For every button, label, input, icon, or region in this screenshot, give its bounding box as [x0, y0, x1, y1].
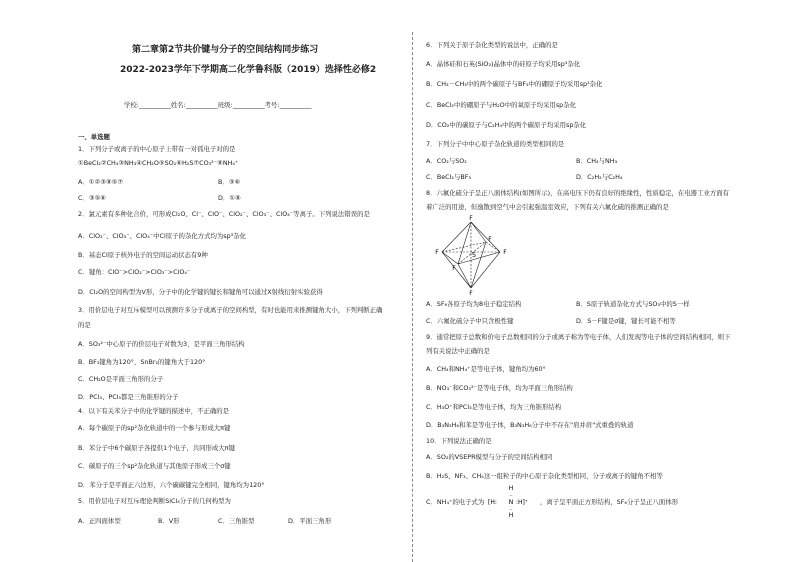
q8-stem-cont: 着广泛的用途，但逸散到空气中会引起强温室效应，下列有关六氟化硫的推测正确的是 [426, 203, 669, 211]
q3-option-b: B．BF₃键角为120°，SnBr₂的键角大于120° [78, 358, 206, 366]
column-divider [412, 32, 413, 562]
q1-option-b: B．③⑥ [218, 178, 241, 186]
q3-option-c: C．CH₂O是平面三角形的分子 [78, 375, 164, 383]
q2-option-a: A．ClO₂⁻、ClO₃⁻、ClO₄⁻中Cl原子的杂化方式均为sp³杂化 [78, 232, 247, 240]
doc-title: 第二章第2节共价键与分子的空间结构同步练习 [132, 45, 319, 55]
q1-list: ①BeCl₂②CH₄③NH₃④CH₂O⑤SO₂⑥H₂S⑦CO₃²⁻⑧NH₄⁺ [78, 159, 239, 167]
q5-option-a: A．正四面体型 [78, 517, 121, 525]
q8-option-b: B．S原子轨道杂化方式与SO₃中的S一样 [576, 300, 690, 308]
q6-stem: 6．下列关于原子杂化类型的说法中，正确的是 [426, 41, 558, 49]
n-atom: N [508, 499, 514, 506]
q1-stem: 1．下列分子或离子的中心原子上带有一对孤电子对的是 [78, 145, 236, 153]
q1-option-d: D．①⑧ [218, 194, 241, 202]
doc-subtitle: 2022-2023学年下学期高二化学鲁科版（2019）选择性必修2 [120, 65, 377, 75]
q5-option-d: D．平面三角形 [288, 517, 332, 525]
svg-text:‥: ‥ [509, 492, 513, 498]
q9-option-d: D．B₃N₃H₆和苯是等电子体，B₃N₃H₆分子中不存在"肩并肩"式重叠的轨道 [426, 421, 634, 429]
q6-option-d: D．CO₂中的碳原子与C₂H₄中的两个碳原子均采用sp杂化 [426, 121, 587, 129]
atom-label-f-bottom: F [469, 290, 473, 296]
q6-option-a: A．晶体硅和石英(SiO₂)晶体中的硅原子均采用sp³杂化 [426, 60, 581, 68]
q7-option-a: A．CO₂与SO₂ [426, 157, 467, 165]
q7-option-d: D．C₂H₂与C₂H₄ [576, 173, 623, 181]
q6-option-b: B．CH₃－CH₃中的两个碳原子与BF₃中的硼原子均采用sp²杂化 [426, 80, 603, 88]
atom-label-f-left: F [435, 249, 439, 256]
q7-option-c: C．BeCl₂与BF₃ [426, 173, 471, 181]
q9-option-a: A．CH₄和NH₄⁺是等电子体，键角均为60° [426, 365, 546, 373]
q7-stem: 7．下列分子中中心原子杂化轨道的类型相同的是 [426, 140, 565, 148]
q2-option-c: C．键角：ClO⁻>ClO₂⁻>ClO₃⁻>ClO₄⁻ [78, 268, 191, 276]
q6-option-c: C．BeCl₂中的硼原子与H₂O中的氧原子均采用sp杂化 [426, 101, 577, 109]
left-column [78, 0, 398, 562]
sf6-octahedron-diagram [426, 214, 516, 296]
q10-option-b: B．H₂S、NF₃、CH₄这一组粒子的中心原子杂化类型相同，分子或离子的键角不相等 [426, 472, 663, 480]
q9-option-c: C．H₃O⁺和PCl₃是等电子体，均为三角锥形结构 [426, 403, 562, 411]
q8-stem: 8．六氟化硫分子呈正八面体结构(如图所示)，在高电压下仍有良好的绝缘性，性质稳定，在电器工业方面有 [426, 189, 730, 197]
q10-option-c-prefix: C．NH₄⁺的电子式为 [426, 498, 485, 506]
q3-option-a: A．SO₃²⁻中心原子的价层电子对数为3，是平面三角形结构 [78, 340, 245, 348]
q5-option-b: B．V形 [158, 517, 180, 525]
bracket-left-h: [H: [488, 499, 497, 506]
q4-option-c: C．碳原子的三个sp²杂化轨道与其他原子形成三个σ键 [78, 462, 231, 470]
q1-option-a: A．①②③⑧⑤⑦ [78, 178, 124, 186]
q4-option-b: B．苯分子中6个碳原子各提供1个电子，共同形成大π键 [78, 444, 235, 452]
q2-stem: 2．氯元素有多种化合价，可形成Cl₂O、Cl⁻、ClO⁻、ClO₂⁻、ClO₃⁻、ClO₄⁻等离子。下列说法错误的是 [78, 210, 370, 218]
q9-stem-cont: 列有关说法中正确的是 [426, 347, 490, 355]
q4-option-d: D．苯分子是平面正六边形，六个碳碳键完全相同，键角均为120° [78, 481, 265, 489]
student-info-line: 学校:__________姓名:__________班级:__________考号:__________ [124, 101, 312, 109]
q3-stem-cont: 的是 [78, 321, 91, 329]
q8-option-d: D．S－F键是σ键，键长可能不相等 [576, 317, 676, 325]
h-atom-top: H [508, 485, 514, 492]
q9-option-b: B．NO₃⁻和CO₃²⁻是等电子体，均为平面三角形结构 [426, 384, 573, 392]
atom-label-f-right: F [503, 249, 507, 256]
q8-option-c: C．六氟化硫分子中只含极性键 [426, 317, 514, 325]
bracket-right-h: :H]⁺ [516, 499, 529, 506]
q5-option-c: C．三角锥型 [218, 517, 255, 525]
q3-stem: 3．用价层电子对互斥模型可以预测许多分子或离子的空间构型，有时也能用来推测键角大小，下列判断正确 [78, 306, 383, 314]
right-column [426, 0, 731, 562]
q4-stem: 4．以下有关苯分子中的化学键的描述中，不正确的是 [78, 407, 230, 415]
h-atom-bottom: H [508, 512, 514, 519]
q10-option-c-suffix: ，离子呈平面正方形结构，SF₆分子呈正八面体形 [540, 498, 679, 506]
q4-option-a: A．每个碳原子的sp²杂化轨道中的一个参与形成大π键 [78, 424, 231, 432]
atom-label-f-top: F [469, 215, 473, 222]
q7-option-b: B．CH₄与NH₃ [576, 157, 618, 165]
q2-option-b: B．基态Cl原子核外电子的空间运动状态有9种 [78, 251, 208, 259]
atom-label-f-front: F [452, 265, 456, 272]
q10-stem: 10．下列说法正确的是 [426, 437, 492, 445]
q9-stem: 9．通常把原子总数和价电子总数相同的分子或离子称为等电子体，人们发现等电子体的空间结构相同，则下 [426, 333, 731, 341]
svg-text:‥: ‥ [509, 506, 513, 512]
section-heading: 一、单选题 [78, 133, 110, 141]
q8-option-a: A．SF₆各原子均为8电子稳定结构 [426, 300, 522, 308]
q5-stem: 5．用价层电子对互斥理论判断SiCl₄分子的几何构型为 [78, 497, 231, 505]
atom-label-f-back: F [488, 236, 492, 243]
q2-option-d: D．Cl₂O的空间构型为V形，分子中的化学键的键长和键角可以通过X射线衍射实验获得 [78, 288, 323, 296]
q1-option-c: C．③⑤⑥ [78, 194, 107, 202]
atom-label-s-center: S [472, 252, 476, 259]
q3-option-d: D．PCl₃、PCl₅都是三角锥形的分子 [78, 393, 179, 401]
q10-option-a: A．SO₂的VSEPR模型与分子的空间结构相同 [426, 453, 553, 461]
nh4-electron-dot-structure [484, 482, 538, 520]
